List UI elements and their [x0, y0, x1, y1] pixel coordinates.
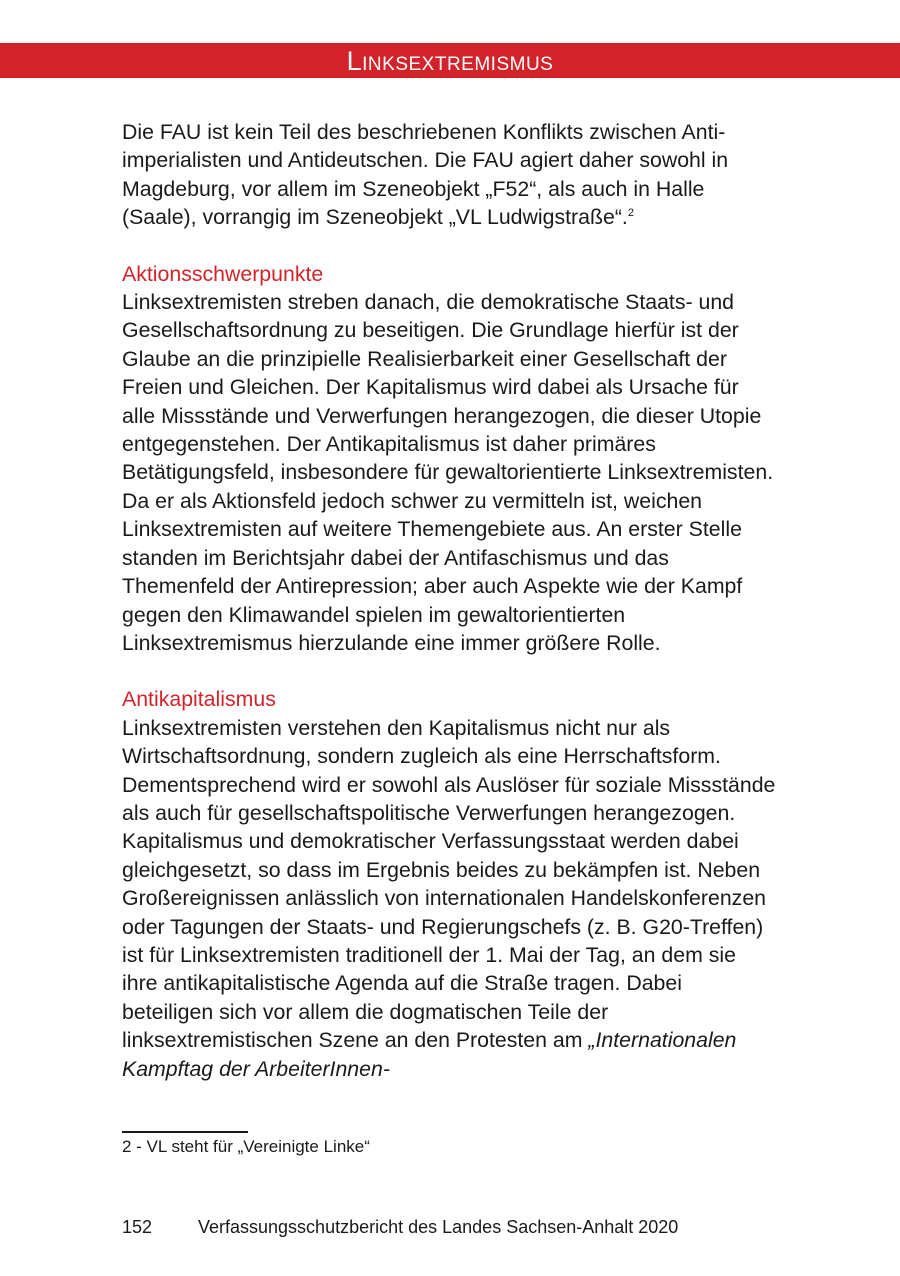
section-body-antikapitalismus	[122, 714, 777, 1083]
page-number: 152	[122, 1217, 153, 1237]
footnote-divider	[122, 1131, 248, 1133]
section-heading-aktionsschwerpunkte: Aktionsschwerpunkte	[122, 261, 324, 286]
main-text-column	[122, 118, 777, 1083]
footnote-reference[interactable]: 2	[627, 207, 634, 220]
section-body-italic-quote: „Internationalen Kampftag der ArbeiterInnen-	[122, 1028, 737, 1081]
chapter-title: Linksextremismus	[346, 46, 554, 76]
paragraph-spacer	[122, 232, 777, 260]
section-body-text: Linksextremisten verstehen den Kapitalismus nicht nur als Wirtschaftsordnung, sondern zugleich als eine Herrschaftsform. Dementsprechend wird er sowohl als Auslöser für soziale Missstände als auch für gesellschaftspolitische Verwerfungen herangezogen. Kapitalismus und demokratischer Verfassungsstaat werden dabei gleichgesetzt, so dass im Ergebnis beides zu bekämpfen ist. Neben Großereignissen anlässlich von internationalen Handelskonferenzen oder Tagungen der Staats- und Regierungschefs (z. B. G20-Treffen) ist für Linksextremisten traditionell der 1. Mai der Tag, an dem sie ihre antikapitalistische Agenda auf die Straße tragen. Dabei beteiligen sich vor allem die dogmatischen Teile der linksextremistischen Szene an den Protesten am	[122, 715, 776, 1053]
chapter-header-band	[0, 43, 900, 78]
section-heading-antikapitalismus: Antikapitalismus	[122, 687, 276, 712]
intro-text: Die FAU ist kein Teil des beschriebenen Konflikts zwischen Antiimperialisten und Antideutschen. Die FAU agiert daher sowohl in Magdeburg, vor allem im Szeneobjekt „F52“, als auch in Halle (Saale), vorrangig im Szeneobjekt „VL Ludwigstraße“.	[122, 120, 729, 230]
section-body-aktionsschwerpunkte: Linksextremisten streben danach, die demokratische Staats- und Gesellschaftsordnung zu beseitigen. Die Grundlage hierfür ist der Glaube an die prinzipielle Realisierbarkeit einer Gesellschaft der Freien und Gleichen. Der Kapitalismus wird dabei als Ursache für alle Missstände und Verwerfungen herangezogen, die dieser Utopie entgegenstehen. Der Antikapitalismus ist daher primäres Betätigungsfeld, insbesondere für gewaltorientierte Linksextremisten. Da er als Aktionsfeld jedoch schwer zu vermitteln ist, weichen Linksextremisten auf weitere Themengebiete aus. An erster Stelle standen im Berichtsjahr dabei der Antifaschismus und das Themenfeld der Antirepression; aber auch Aspekte wie der Kampf gegen den Klimawandel spielen im gewaltorientierten Linksextremismus hierzulande eine immer größere Rolle.	[122, 290, 774, 655]
intro-paragraph	[122, 118, 777, 232]
page-footer	[122, 1215, 678, 1239]
footnote: 2 - VL steht für „Vereinigte Linke“	[122, 1137, 370, 1156]
publication-title: Verfassungsschutzbericht des Landes Sachsen-Anhalt 2020	[198, 1217, 679, 1237]
paragraph-spacer	[122, 657, 777, 685]
